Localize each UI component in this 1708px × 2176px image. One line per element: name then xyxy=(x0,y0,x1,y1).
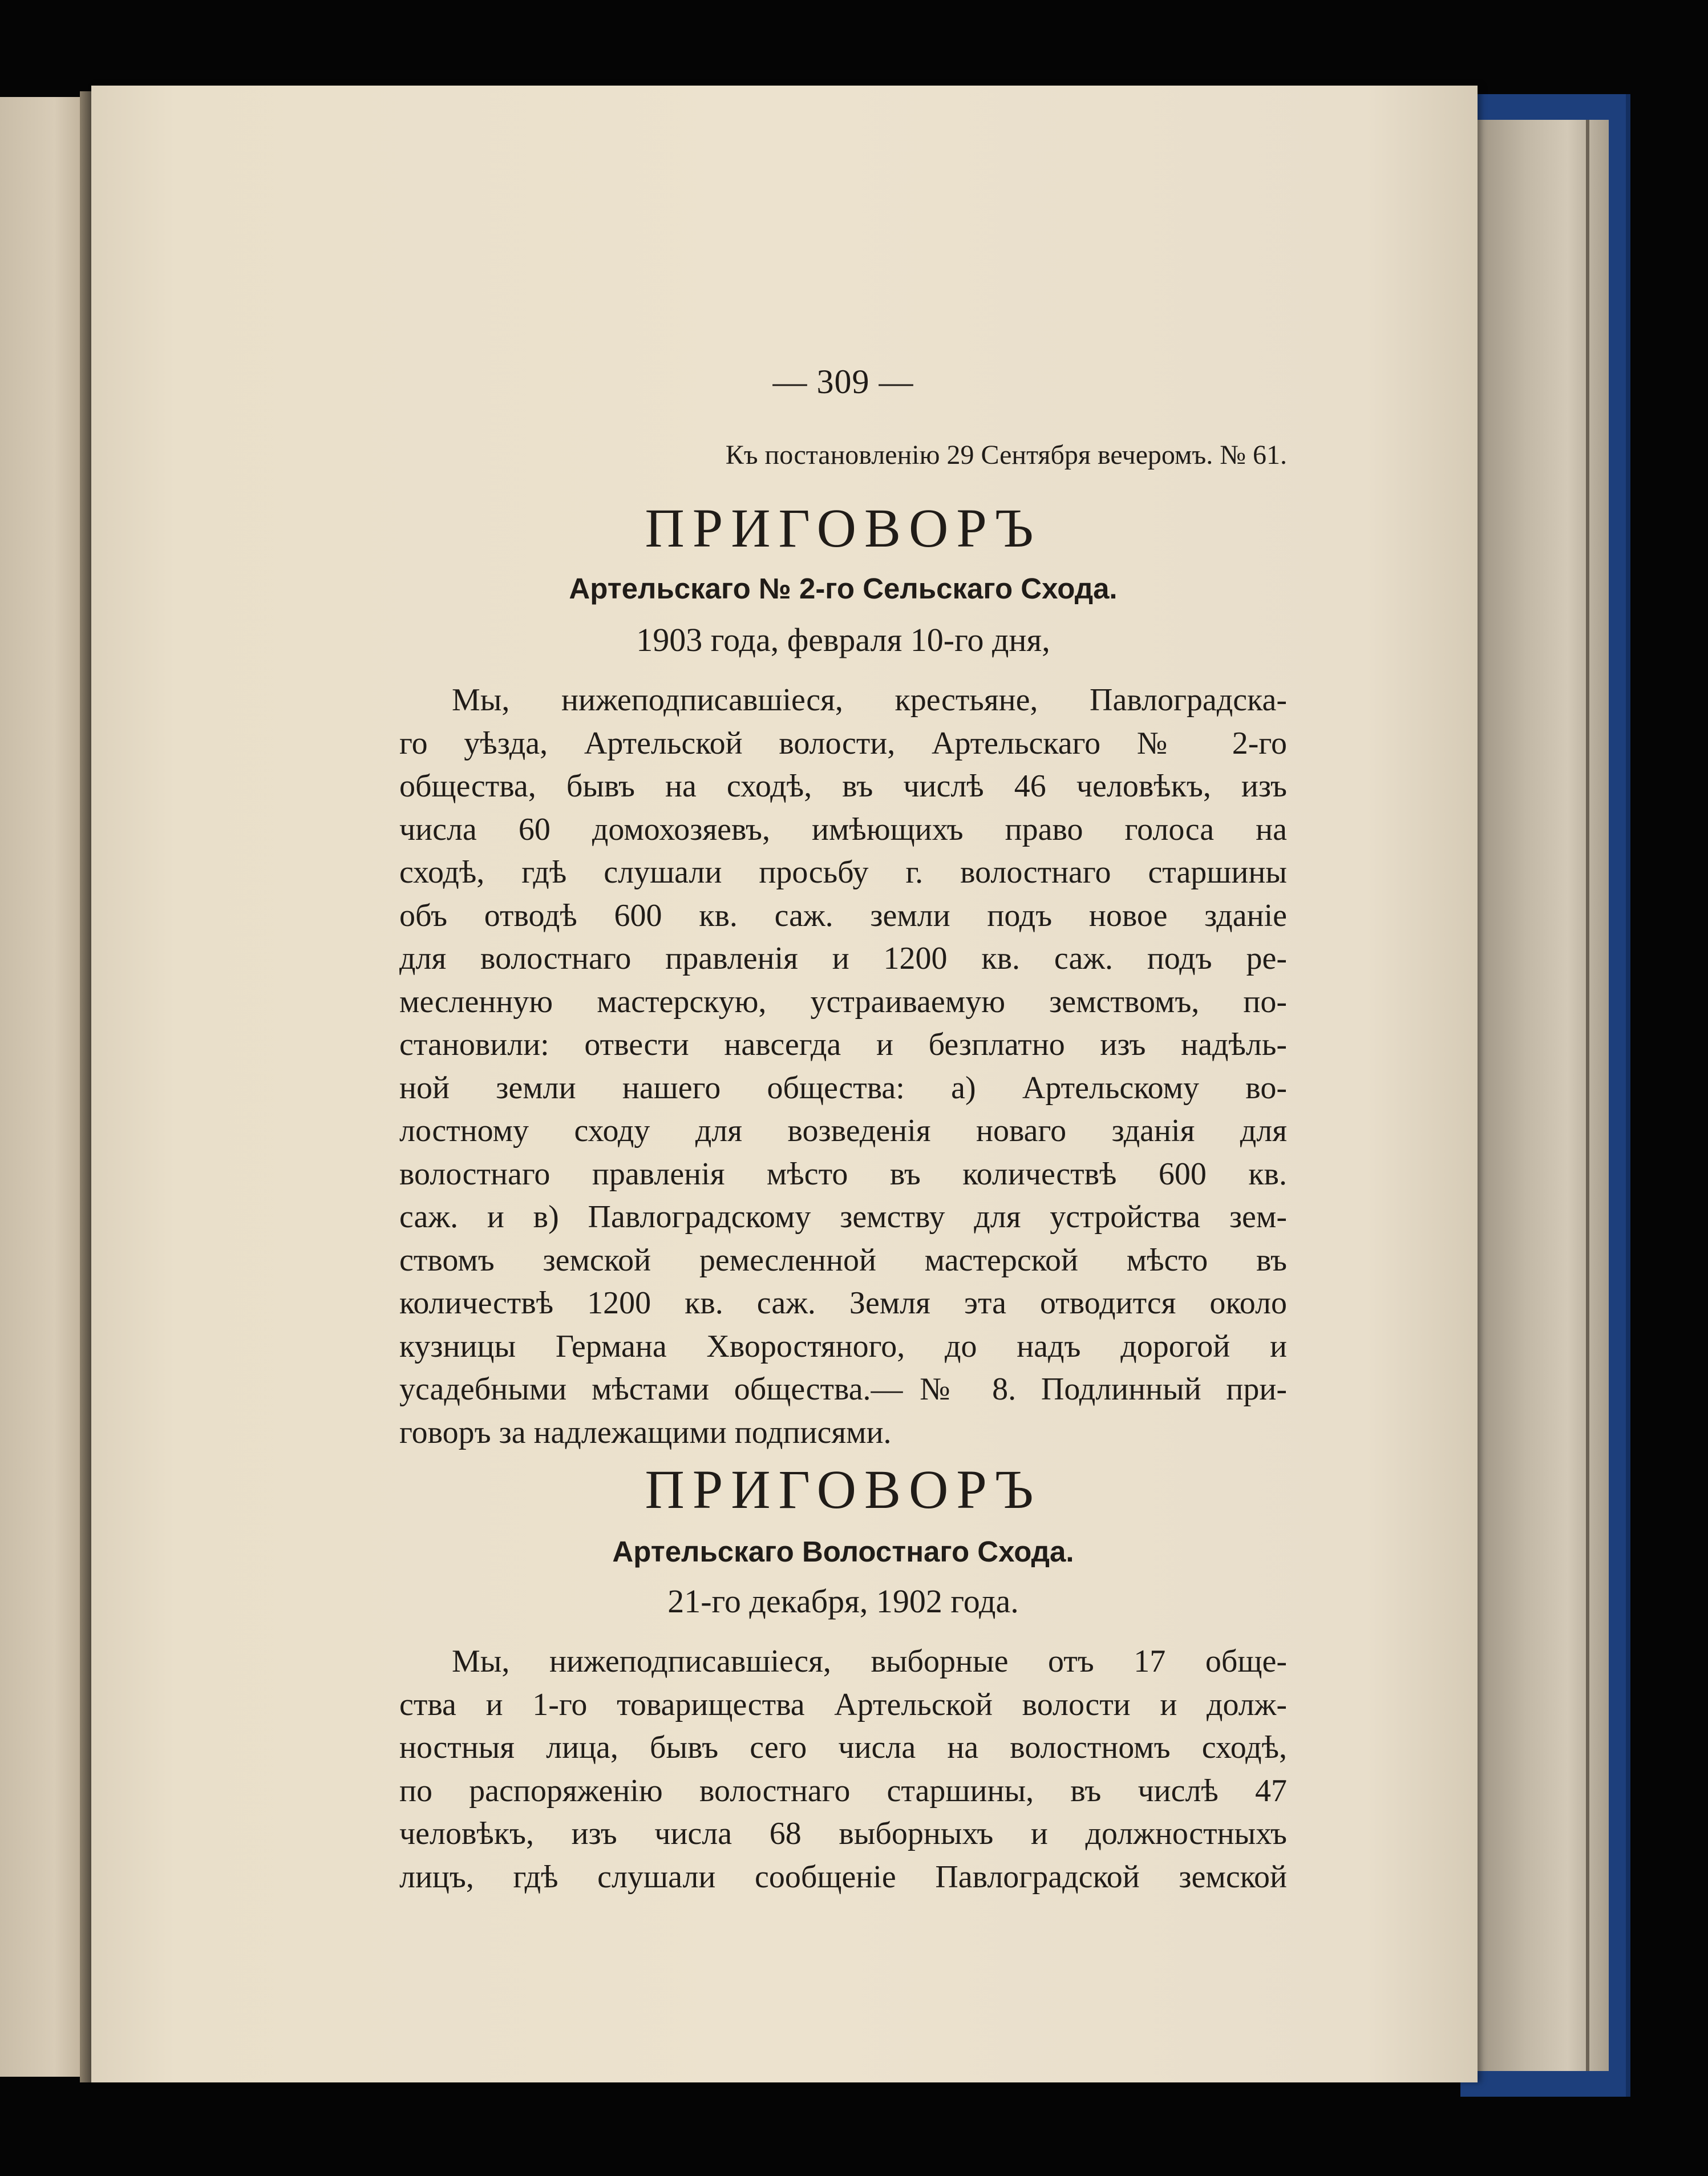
body-line: общества, бывъ на сходѣ, въ числѣ 46 человѣкъ, изъ xyxy=(399,769,1287,804)
body-line: для волостнаго правленія и 1200 кв. саж. подъ ре- xyxy=(399,941,1287,976)
left-page-edge xyxy=(0,97,91,2077)
body-line: количествѣ 1200 кв. саж. Земля эта отводится около xyxy=(399,1285,1287,1321)
body-line: числа 60 домохозяевъ, имѣющихъ право голоса на xyxy=(399,811,1287,847)
body-line: ствомъ земской ремесленной мастерской мѣсто въ xyxy=(399,1242,1287,1278)
body-line: волостнаго правленія мѣсто въ количествѣ 600 кв. xyxy=(399,1156,1287,1192)
body-line: говоръ за надлежащими подписями. xyxy=(399,1414,892,1450)
section-2-subtitle: Артельскаго Волостнаго Схода. xyxy=(612,1535,1074,1568)
body-line: по распоряженію волостнаго старшины, въ числѣ 47 xyxy=(399,1773,1287,1809)
body-line: человѣкъ, изъ числа 68 выборныхъ и должностныхъ xyxy=(399,1816,1287,1851)
page-number: — 309 — xyxy=(772,363,914,401)
body-line: го уѣзда, Артельской волости, Артельскаго № 2-го xyxy=(399,725,1287,761)
section-1-subtitle: Артельскаго № 2-го Сельскаго Схода. xyxy=(569,572,1118,605)
body-line: объ отводѣ 600 кв. саж. земли подъ новое зданіе xyxy=(399,897,1287,933)
book-page xyxy=(91,86,1478,2082)
body-line: ства и 1-го товарищества Артельской волости и долж- xyxy=(399,1686,1287,1722)
section-2-body xyxy=(399,1640,1287,1899)
body-line: кузницы Германа Хворостяного, до надъ дорогой и xyxy=(399,1328,1287,1364)
body-line: ной земли нашего общества: а) Артельскому во- xyxy=(399,1070,1287,1106)
body-line: Мы, нижеподписавшіеся, выборные отъ 17 обще- xyxy=(452,1644,1287,1679)
body-line: становили: отвести навсегда и безплатно изъ надѣль- xyxy=(399,1027,1287,1062)
body-line: сходѣ, гдѣ слушали просьбу г. волостнаго старшины xyxy=(399,855,1287,890)
body-line: месленную мастерскую, устраиваемую земствомъ, по- xyxy=(399,984,1287,1020)
body-line: лицъ, гдѣ слушали сообщеніе Павлоградской земской xyxy=(399,1859,1287,1895)
body-line: усадебными мѣстами общества.—№ 8. Подлинный при- xyxy=(399,1372,1287,1407)
body-line: саж. и в) Павлоградскому земству для устройства зем- xyxy=(399,1199,1287,1235)
body-line: ностныя лица, бывъ сего числа на волостномъ сходѣ, xyxy=(399,1730,1287,1765)
body-line: лостному сходу для возведенія новаго зданія для xyxy=(399,1113,1287,1148)
section-1-body xyxy=(399,679,1287,1454)
section-1-title: ПРИГОВОРЪ xyxy=(645,498,1042,559)
section-2-date: 21-го декабря, 1902 года. xyxy=(667,1583,1019,1620)
section-2-title: ПРИГОВОРЪ xyxy=(645,1459,1042,1520)
body-line: Мы, нижеподписавшіеся, крестьяне, Павлоградска- xyxy=(452,682,1287,718)
page-stack-edge xyxy=(1472,120,1609,2071)
reference-line: Къ постановленію 29 Сентября вечеромъ. № 61. xyxy=(725,440,1287,470)
section-1-date: 1903 года, февраля 10-го дня, xyxy=(636,621,1050,658)
